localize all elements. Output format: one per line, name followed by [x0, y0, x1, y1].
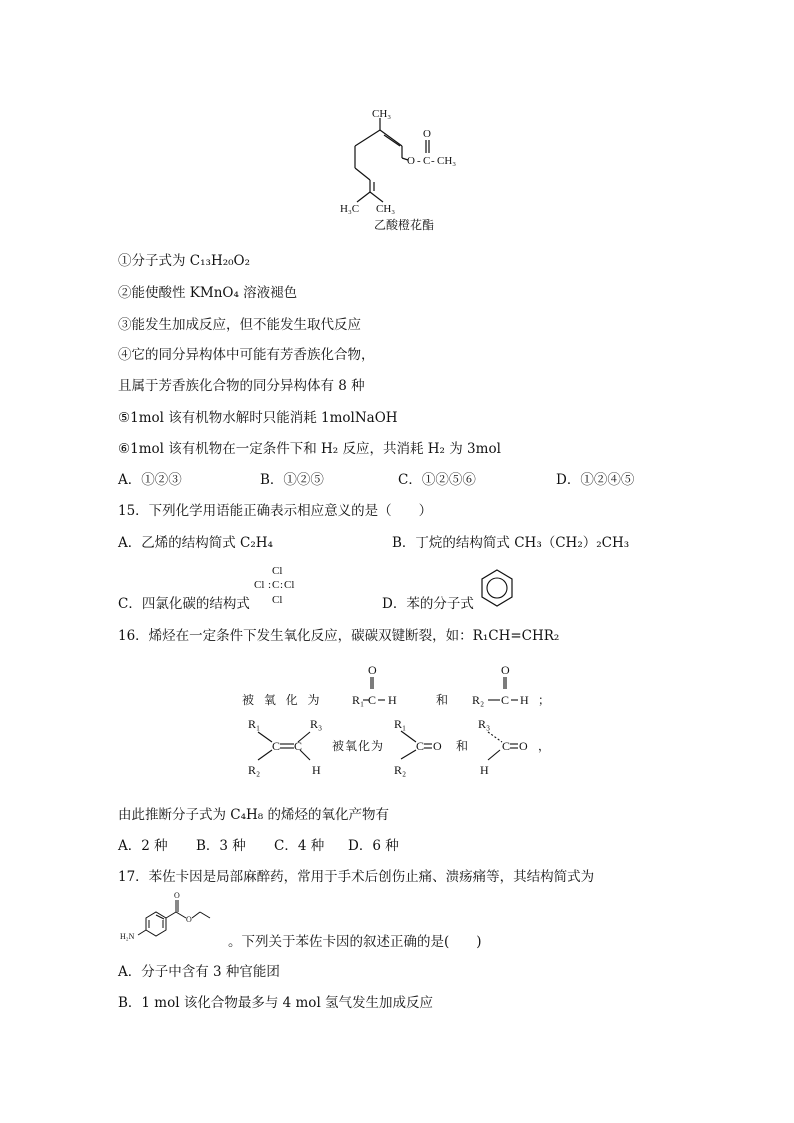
- mol1-name: 乙酸橙花酯: [374, 218, 435, 232]
- q16-prod1-h: H: [388, 693, 397, 707]
- benzocaine-ester-o: O: [186, 915, 192, 924]
- ccl4-bottom-cl: Cl: [272, 594, 283, 606]
- statement-4-cont: 且属于芳香族化合物的同分异构体有 8 种: [118, 378, 365, 394]
- q16-reaction-scheme: [0, 660, 794, 780]
- ccl4-center-c: C: [272, 579, 280, 591]
- q16-alkene-c1: C: [272, 739, 281, 753]
- q16-option-a: A．2 种: [118, 838, 168, 854]
- q16-option-b: B．3 种: [196, 838, 246, 854]
- statement-4: ④它的同分异构体中可能有芳香族化合物，: [118, 347, 375, 363]
- q16-aldehyde-r3: R₃: [478, 717, 491, 731]
- q15-option-a: A．乙烯的结构简式 C₂H₄: [118, 535, 273, 551]
- q16-ketone-r2: R₂: [394, 763, 407, 777]
- q15-option-c: C．四氯化碳的结构式: [118, 596, 250, 612]
- q17-stem: 17．苯佐卡因是局部麻醉药，常用于手术后创伤止痛、溃疡痛等，其结构简式为: [118, 869, 595, 885]
- q15-stem: 15．下列化学用语能正确表示相应意义的是（ ）: [118, 503, 433, 519]
- q14-option-d: D．①②④⑤: [556, 472, 635, 488]
- ccl4-right-cl: Cl: [284, 579, 295, 591]
- statement-2: ②能使酸性 KMnO₄ 溶液褪色: [118, 285, 298, 301]
- q16-oxidized-as-label-2: 被氧化为: [332, 739, 385, 753]
- ccl4-left-cl: Cl: [254, 579, 265, 591]
- q16-prod2-c: C: [501, 693, 510, 707]
- q17-option-b: B．1 mol 该化合物最多与 4 mol 氢气发生加成反应: [118, 995, 434, 1011]
- q16-alkene-h: H: [312, 763, 321, 777]
- neryl-acetate-svg: [0, 0, 794, 240]
- q15-option-b: B．丁烷的结构简式 CH₃（CH₂）₂CH₃: [392, 535, 630, 551]
- q16-option-d: D．6 种: [348, 838, 399, 854]
- q16-prod2-r2: R₂: [472, 693, 485, 707]
- q16-alkene-r1: R₁: [248, 717, 261, 731]
- mol1-dash1: -: [417, 155, 421, 167]
- mol1-ch3-bottom: CH₃: [376, 203, 396, 215]
- q16-alkene-r3: R₃: [310, 717, 323, 731]
- q14-option-c: C．①②⑤⑥: [398, 472, 476, 488]
- mol1-carbonyl-o: O: [423, 128, 431, 140]
- q14-option-a: A．①②③: [118, 472, 182, 488]
- q16-stem: 16．烯烃在一定条件下发生氧化反应，碳碳双键断裂，如：R₁CH=CHR₂: [118, 628, 560, 644]
- mol1-ester-c: C: [423, 155, 431, 167]
- q16-prod1-o: O: [368, 663, 377, 677]
- q16-prod1-c: C: [368, 693, 377, 707]
- ccl4-dot-left: :: [268, 579, 272, 591]
- q16-comma: ，: [538, 739, 551, 753]
- statement-3: ③能发生加成反应，但不能发生取代反应: [118, 317, 361, 333]
- q16-prod2-h: H: [520, 693, 529, 707]
- q16-alkene-c2: C: [294, 739, 303, 753]
- q16-aldehyde-o: O: [519, 739, 528, 753]
- benzocaine-structure: [118, 885, 238, 945]
- q16-conclusion: 由此推断分子式为 C₄H₈ 的烯烃的氧化产物有: [118, 807, 390, 823]
- q16-prod1-r1: R₁: [352, 693, 365, 707]
- q16-ketone-c: C: [416, 739, 425, 753]
- q16-and-label-2: 和: [456, 739, 469, 753]
- q16-and-label: 和: [436, 693, 449, 707]
- q14-option-b: B．①②⑤: [260, 472, 324, 488]
- ccl4-structure: [250, 560, 310, 610]
- benzene-structure: [478, 568, 518, 608]
- q16-oxidized-as-label: 被 氧 化 为: [242, 693, 323, 707]
- benzocaine-nh2: H₂N: [120, 932, 135, 941]
- statement-1: ①分子式为 C₁₃H₂₀O₂: [118, 253, 251, 269]
- statement-6: ⑥1mol 该有机物在一定条件下和 H₂ 反应，共消耗 H₂ 为 3mol: [118, 441, 501, 457]
- benzocaine-carbonyl-o: O: [174, 891, 180, 900]
- q16-aldehyde-c: C: [502, 739, 511, 753]
- mol1-h3c: H₃C: [340, 203, 360, 215]
- q15-option-d: D．苯的分子式: [382, 596, 474, 612]
- ccl4-top-cl: Cl: [272, 565, 283, 577]
- q16-option-c: C．4 种: [274, 838, 325, 854]
- statement-5: ⑤1mol 该有机物水解时只能消耗 1molNaOH: [118, 410, 398, 426]
- q16-ketone-o: O: [433, 739, 442, 753]
- q16-semicolon: ；: [538, 693, 551, 707]
- q17-question: 。下列关于苯佐卡因的叙述正确的是( ): [228, 934, 482, 950]
- q16-aldehyde-h: H: [480, 763, 489, 777]
- mol1-dash2: -: [431, 155, 435, 167]
- mol1-ch3-right: CH₃: [437, 155, 457, 167]
- mol1-ester-o: O: [407, 155, 415, 167]
- q16-ketone-r1: R₁: [394, 717, 407, 731]
- mol1-ch3-top: CH₃: [372, 108, 392, 120]
- q16-alkene-r2: R₂: [248, 763, 261, 777]
- q16-prod2-o: O: [501, 663, 510, 677]
- q17-option-a: A．分子中含有 3 种官能团: [118, 964, 280, 980]
- ccl4-dot-right: :: [280, 579, 284, 591]
